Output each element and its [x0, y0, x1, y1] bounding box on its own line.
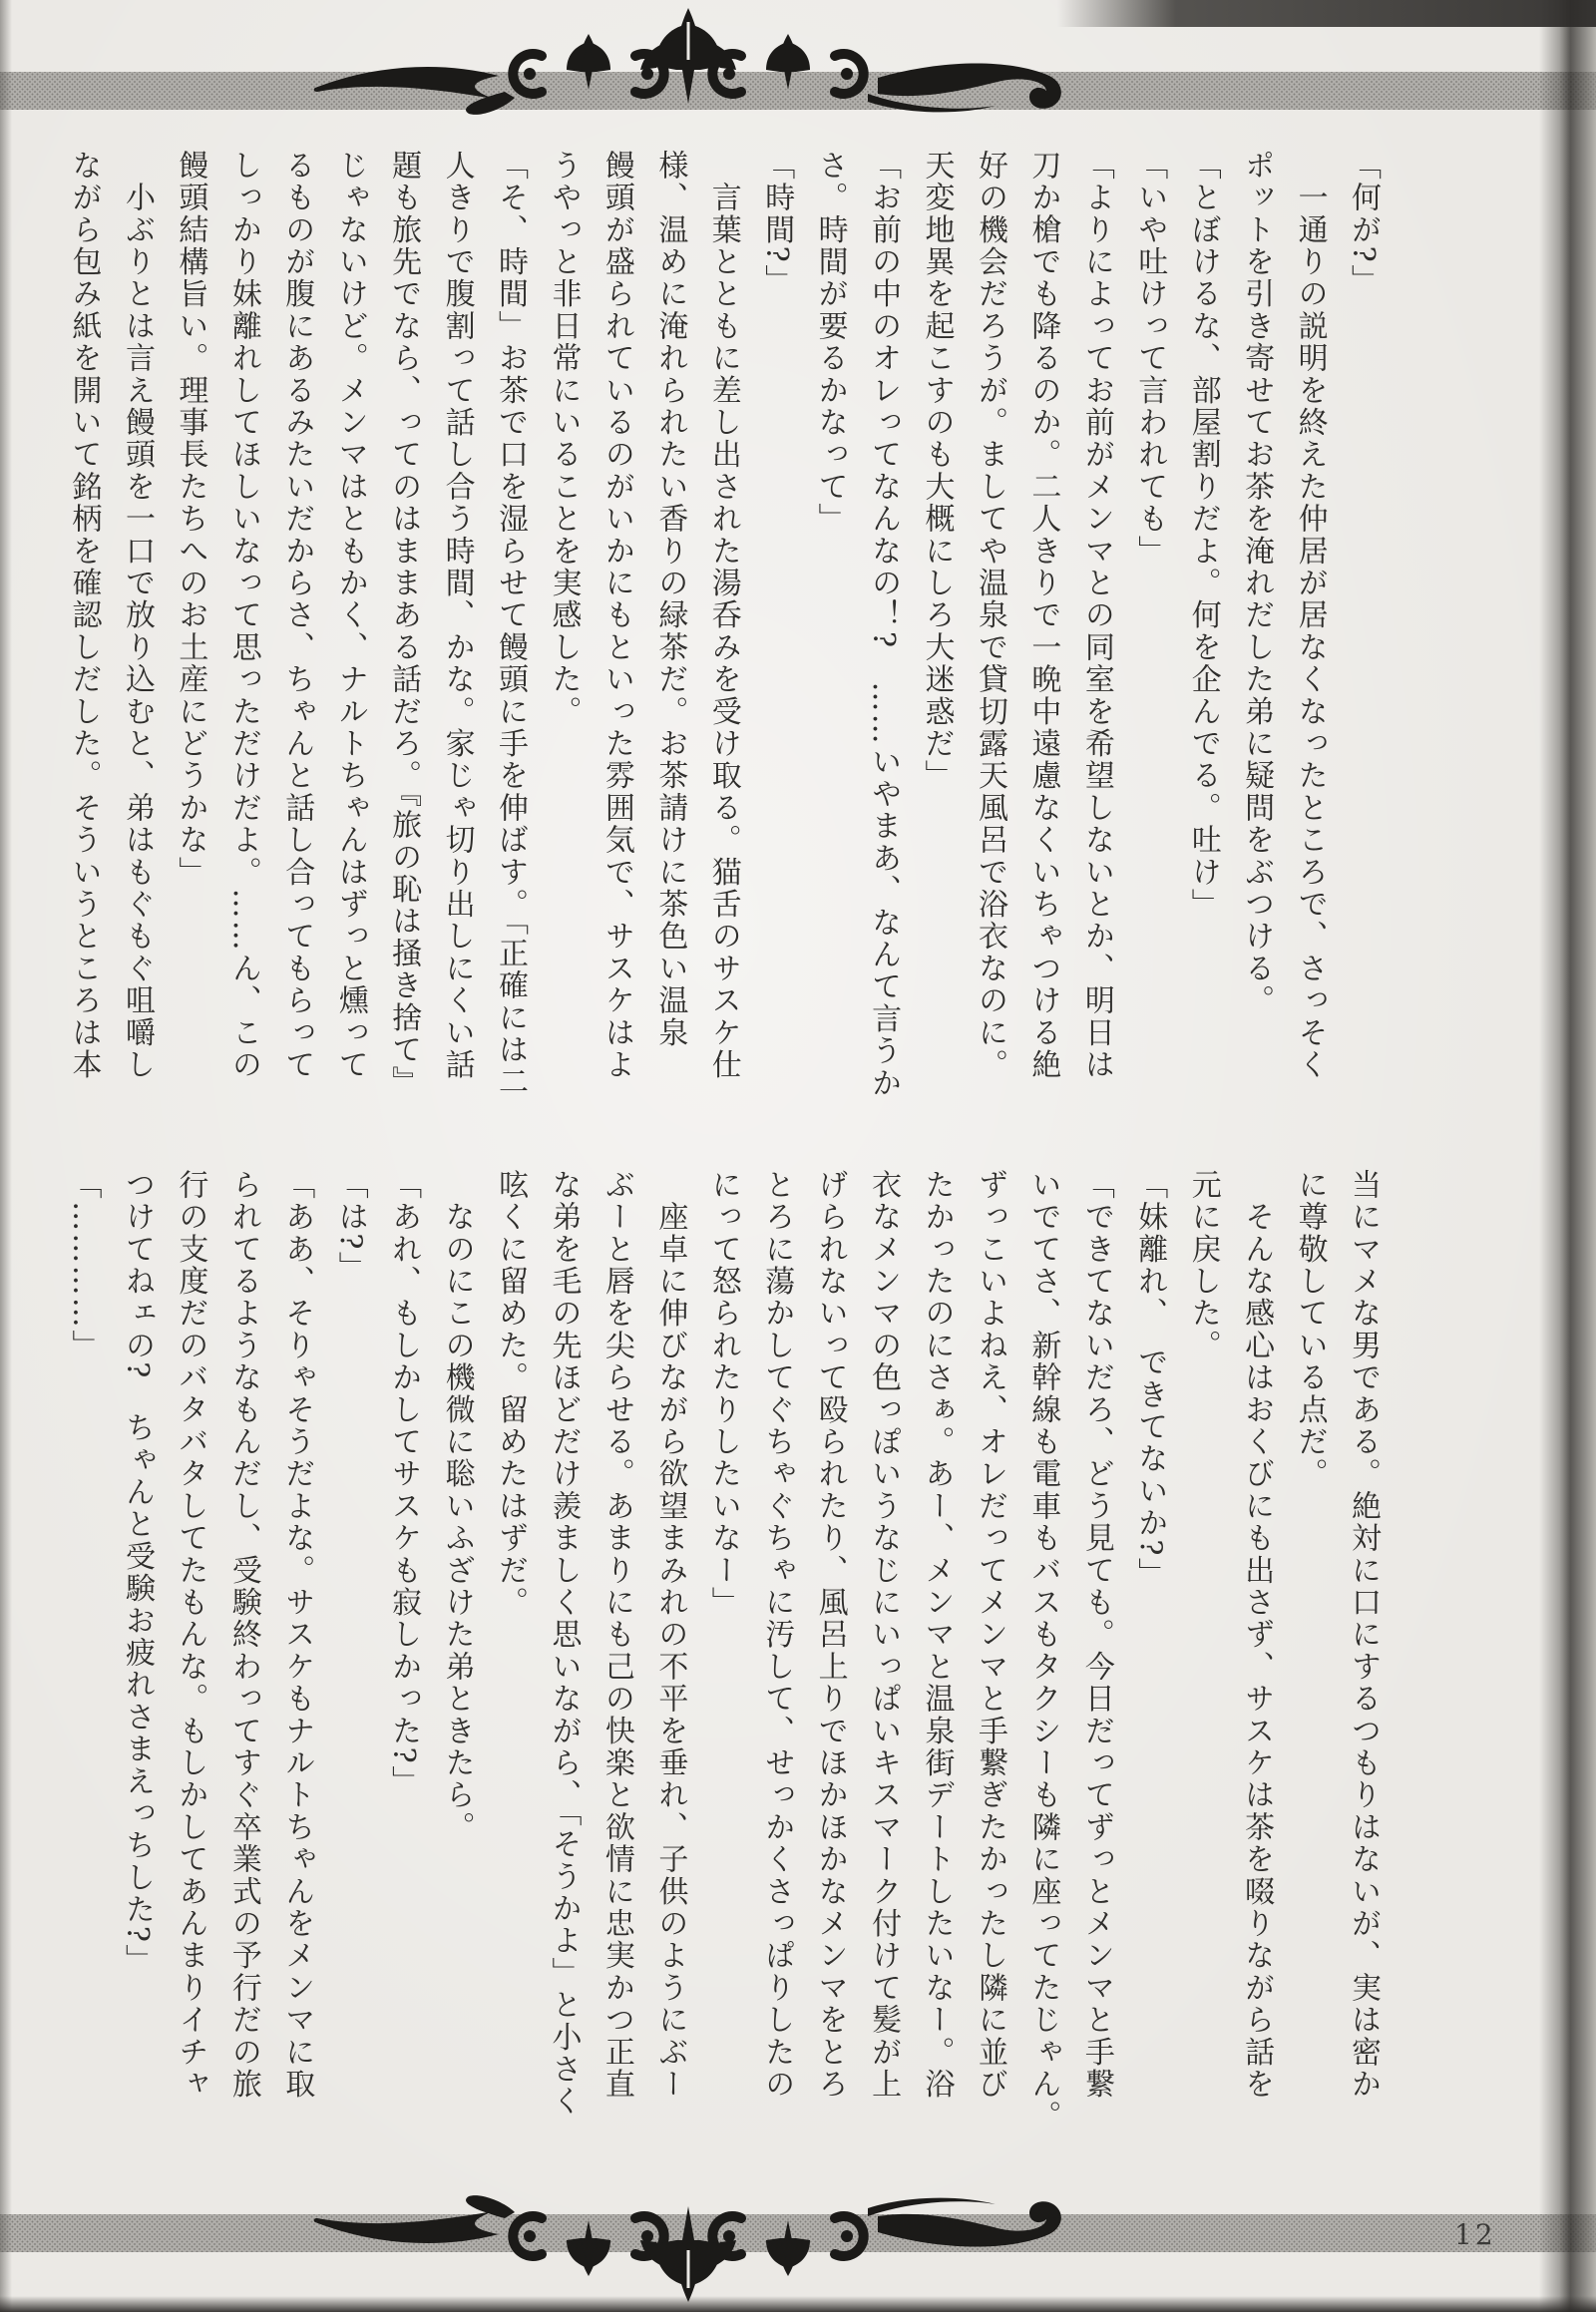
text-column: とろに蕩かしてぐちゃぐちゃに汚して、せっかくさっぱりしたの	[759, 1169, 795, 2101]
text-column: 座卓に伸びながら欲望まみれの不平を垂れ、子供のようにぶー	[652, 1169, 688, 2101]
text-column: 饅頭結構旨い。理事長たちへのお土産にどうかな」	[173, 150, 208, 889]
text-column: 「何が?」	[1346, 150, 1381, 297]
text-column: ながら包み紙を開いて銘柄を確認しだした。そういうところは本	[66, 150, 102, 1081]
text-column: 「妹離れ、 できてないか?」	[1132, 1169, 1168, 1590]
page-number: 12	[1454, 2218, 1496, 2251]
text-column: 呟くに留めた。留めたはずだ。	[493, 1169, 528, 1619]
scan-edge-top	[1057, 0, 1596, 27]
text-column: げられないって殴られたり、風呂上りでほかほかなメンマをとろ	[812, 1169, 848, 2101]
text-column: 「お前の中のオレってなんなの！? ……いやまあ、なんて言うか	[866, 150, 902, 1100]
text-column: ポットを引き寄せてお茶を淹れだした弟に疑問をぶつける。	[1239, 150, 1275, 1017]
text-column: なのにこの機微に聡いふざけた弟ときたら。	[439, 1169, 475, 1844]
text-column: いでてさ、新幹線も電車もバスもタクシーも隣に座ってたじゃん。	[1025, 1169, 1061, 2132]
text-column: 「できてないだろ、どう見ても。今日だってずっとメンマと手繋	[1078, 1169, 1114, 2101]
text-column: ぶーと唇を尖らせる。あまりにも己の快楽と欲情に忠実かつ正直	[598, 1169, 634, 2101]
text-block-lower	[57, 1169, 1390, 2151]
text-column: 行の支度だのバタバタしてたもんな。もしかしてあんまりイチャ	[173, 1169, 208, 2101]
text-column: 一通りの説明を終えた仲居が居なくなったところで、さっそく	[1292, 150, 1328, 1081]
text-column: にって怒られたりしたいなー」	[705, 1169, 741, 1619]
text-column: 饅頭が盛られているのがいかにもといった雰囲気で、サスケはよ	[598, 150, 634, 1081]
text-column: 題も旅先でなら、ってのはままある話だろ。『旅の恥は掻き捨て』	[386, 150, 422, 1098]
text-column: 様、温めに淹れられたい香りの緑茶だ。お茶請けに茶色い温泉	[652, 150, 688, 1049]
text-column: じゃないけど。メンマはともかく、ナルトちゃんはずっと燻って	[332, 150, 368, 1081]
text-column: さ。時間が要るかなって」	[812, 150, 848, 536]
text-column: 天変地異を起こすのも大概にしろ大迷惑だ」	[919, 150, 955, 792]
text-column: 当にマメな男である。絶対に口にするつもりはないが、実は密か	[1346, 1169, 1381, 2101]
scan-edge-bottom	[0, 2296, 1596, 2312]
text-column: 「そ、時間」お茶で口を湿らせて饅頭に手を伸ばす。「正確には二	[493, 150, 528, 1099]
text-column: られてるようなもんだし、受験終わってすぐ卒業式の予行だの旅	[225, 1169, 261, 2101]
text-column: 「ああ、そりゃそうだよな。サスケもナルトちゃんをメンマに取	[279, 1169, 315, 2101]
text-column: 「とぼけるな、部屋割りだよ。何を企んでる。吐け」	[1185, 150, 1221, 921]
text-column: そんな感心はおくびにも出さず、サスケは茶を啜りながら話を	[1239, 1169, 1275, 2101]
text-column: に尊敬している点だ。	[1292, 1169, 1328, 1490]
fleuron-ornament-icon	[309, 2182, 1067, 2306]
text-column: 言葉とともに差し出された湯呑みを受け取る。猫舌のサスケ仕	[705, 150, 741, 1081]
text-block-upper	[57, 150, 1390, 1132]
text-column: しっかり妹離れしてほしいなって思っただけだよ。……ん、この	[225, 150, 261, 1081]
scan-edge-right	[1539, 0, 1596, 2312]
text-column: ずっこいよねえ、オレだってメンマと手繋ぎたかったし隣に並び	[972, 1169, 1007, 2101]
text-column: 人きりで腹割って話し合う時間、かな。家じゃ切り出しにくい話	[439, 150, 475, 1081]
text-column: るものが腹にあるみたいだからさ、ちゃんと話し合ってもらって	[279, 150, 315, 1081]
text-column: 「あれ、もしかしてサスケも寂しかった?」	[386, 1169, 422, 1798]
fleuron-ornament-icon	[309, 4, 1067, 128]
text-column: たかったのにさぁ。あー、メンマと温泉街デートしたいなー。浴	[919, 1169, 955, 2101]
text-column: 好の機会だろうが。ましてや温泉で貸切露天風呂で浴衣なのに。	[972, 150, 1007, 1081]
scan-edge-left	[0, 0, 12, 2312]
text-column: 衣なメンマの色っぽいうなじにいっぱいキスマーク付けて髪が上	[866, 1169, 902, 2101]
text-column: 「…………」	[66, 1169, 102, 1362]
text-column: 「は?」	[332, 1169, 368, 1284]
text-column: 元に戻した。	[1185, 1169, 1221, 1362]
text-column: 「よりによってお前がメンマとの同室を希望しないとか、明日は	[1078, 150, 1114, 1081]
text-column: うやっと非日常にいることを実感した。	[546, 150, 582, 728]
text-column: つけてねェの? ちゃんと受験お疲れさまえっちした?」	[119, 1169, 155, 1977]
text-column: 「時間?」	[759, 150, 795, 297]
text-column: 小ぶりとは言え饅頭を一口で放り込むと、弟はもぐもぐ咀嚼し	[119, 150, 155, 1081]
text-column: 刀か槍でも降るのか。二人きりで一晩中遠慮なくいちゃつける絶	[1025, 150, 1061, 1081]
text-column: 「いや吐けって言われても」	[1132, 150, 1168, 568]
text-column: な弟を毛の先ほどだけ羨ましく思いながら、「そうかよ」と小さく	[546, 1169, 582, 2118]
